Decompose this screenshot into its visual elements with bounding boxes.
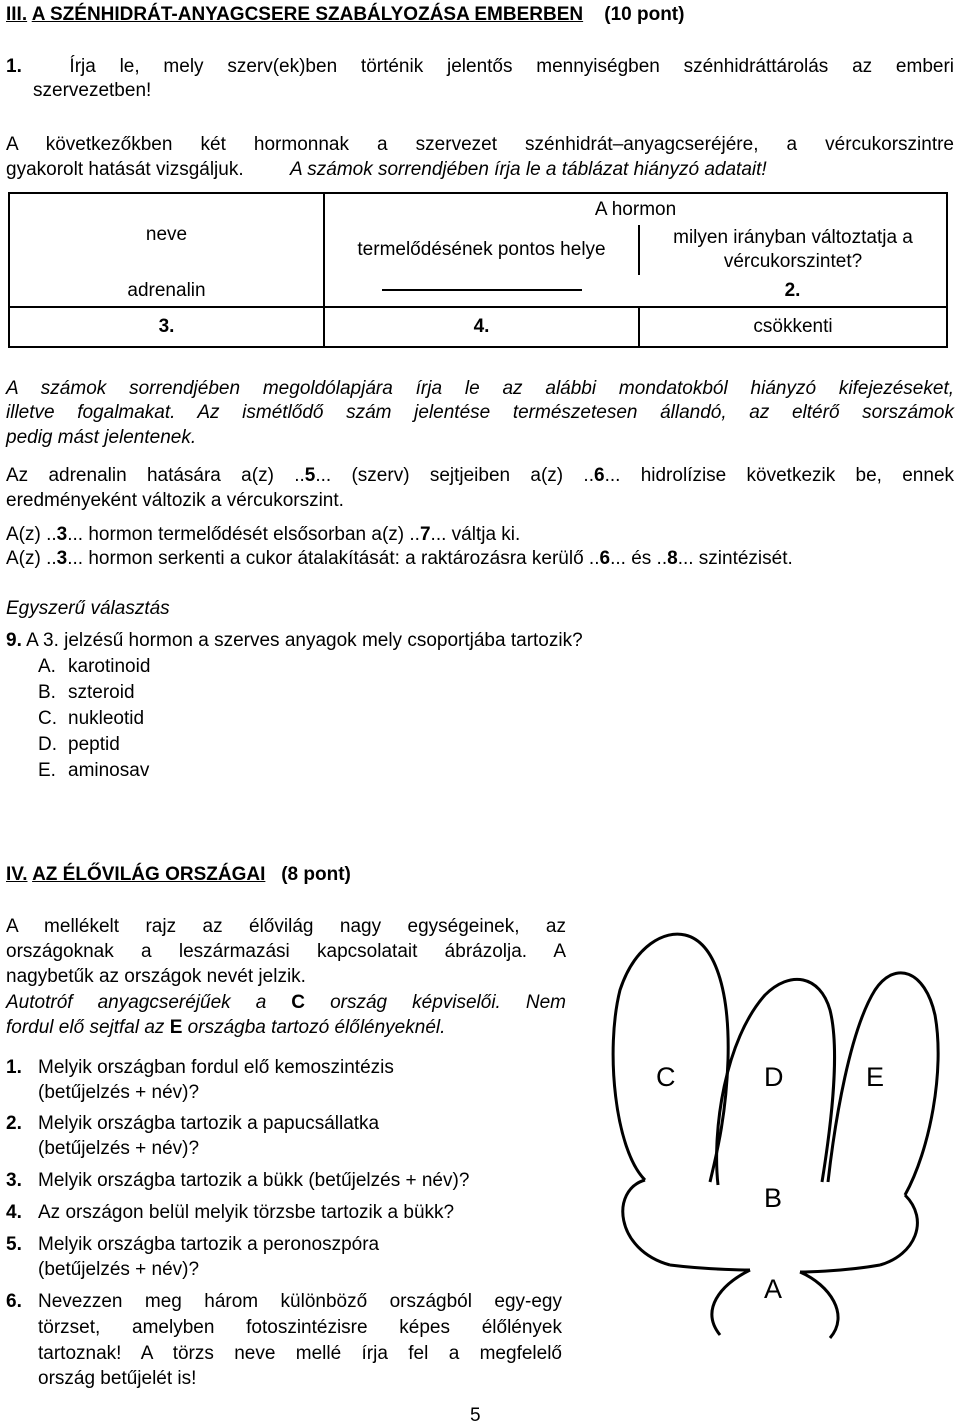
s4-q4-number: 4. xyxy=(6,1202,22,1223)
sentence1-l1: Az adrenalin hatására a(z) ..5... (szerv) sejtjeiben a(z) ..6... hidrolízise következik be, ennek xyxy=(6,465,955,486)
option-b xyxy=(38,682,135,704)
diagram-label-e: E xyxy=(866,1062,885,1092)
s4-q5-l2: (betűjelzés + név)? xyxy=(38,1259,200,1280)
section-3-title: A SZÉNHIDRÁT-ANYAGCSERE SZABÁLYOZÁSA EMBERBEN xyxy=(31,4,584,25)
option-a xyxy=(38,656,150,678)
fill-intro-l3: pedig mást jelentenek. xyxy=(6,427,197,448)
s4-q6-l2: törzset, amelyben fotoszintézisre képes élőlények xyxy=(38,1317,562,1338)
diagram-label-c: C xyxy=(656,1062,676,1092)
row1-name: adrenalin xyxy=(9,275,324,307)
option-e xyxy=(38,760,149,782)
option-letter: C. xyxy=(38,708,57,729)
row2-name: 3. xyxy=(9,307,324,347)
option-text: peptid xyxy=(68,734,120,755)
option-c xyxy=(38,708,144,730)
row2-place: 4. xyxy=(324,307,639,347)
col-direction-l1: milyen irányban változtatja a xyxy=(673,227,913,248)
option-letter: E. xyxy=(38,760,56,781)
s4-q5-l1: Melyik országba tartozik a peronoszpóra xyxy=(38,1234,380,1255)
s4-intro-l1: A mellékelt rajz az élővilág nagy egységeinek, az xyxy=(6,916,566,937)
col-name-header: neve xyxy=(9,193,324,275)
s4-q2-l1: Melyik országba tartozik a papucsállatka xyxy=(38,1113,380,1134)
col-direction-l2: vércukorszintet? xyxy=(723,251,863,272)
s4-q1-l1: Melyik országban fordul elő kemoszintézis xyxy=(38,1057,394,1078)
intro-line2-instruction: A számok sorrendjében írja le a táblázat hiányzó adatait! xyxy=(290,159,767,180)
s4-q5-number: 5. xyxy=(6,1234,22,1255)
q1-line2: szervezetben! xyxy=(33,80,152,101)
option-letter: D. xyxy=(38,734,57,755)
q1-number: 1. xyxy=(6,56,22,77)
s4-q3-number: 3. xyxy=(6,1170,22,1191)
s4-q1-number: 1. xyxy=(6,1057,22,1078)
fill-intro-l2: illetve fogalmakat. Az ismétlődő szám jelentése természetesen állandó, az eltérő sorszámok xyxy=(6,402,954,423)
row1-direction: 2. xyxy=(639,275,947,307)
q9-number: 9. xyxy=(6,630,22,651)
row2-direction: csökkenti xyxy=(639,307,947,347)
option-text: nukleotid xyxy=(68,708,145,729)
section-4-title: AZ ÉLŐVILÁG ORSZÁGAI xyxy=(32,864,266,885)
hormone-table xyxy=(8,192,948,348)
s4-intro-l4: Autotróf anyagcseréjűek a C ország képviselői. Nem xyxy=(6,992,566,1013)
diagram-label-a: A xyxy=(764,1274,783,1304)
sentence2: A(z) ..3... hormon termelődését elsősorban a(z) ..7... váltja ki. xyxy=(6,524,521,545)
s4-q1-l2: (betűjelzés + név)? xyxy=(38,1082,200,1103)
q9-text: A 3. jelzésű hormon a szerves anyagok mely csoportjába tartozik? xyxy=(26,630,583,651)
s4-q4-l1: Az országon belül melyik törzsbe tartozik a bükk? xyxy=(38,1202,455,1223)
q9 xyxy=(6,630,583,652)
page-number: 5 xyxy=(470,1405,481,1426)
s4-q6-number: 6. xyxy=(6,1291,22,1312)
section-4-heading xyxy=(6,864,351,886)
s4-q2-number: 2. xyxy=(6,1113,22,1134)
s4-q6-l1: Nevezzen meg három különböző országból egy-egy xyxy=(38,1291,562,1312)
sentence3: A(z) ..3... hormon serkenti a cukor átalakítását: a raktározásra kerülő ..6... és ..8... szintézisét. xyxy=(6,548,793,569)
section-4-roman: IV. xyxy=(6,864,28,885)
section-3-heading xyxy=(6,4,684,26)
header-group: A hormon xyxy=(324,193,947,225)
s4-intro-l5: fordul elő sejtfal az E országba tartozó élőlényeknél. xyxy=(6,1017,446,1038)
option-d xyxy=(38,734,120,756)
row1-place-blank xyxy=(324,275,639,307)
option-letter: A. xyxy=(38,656,56,677)
section-4-points: (8 pont) xyxy=(281,864,351,885)
fill-intro-l1: A számok sorrendjében megoldólapjára írja le az alábbi mondatokból hiányzó kifejezéseket, xyxy=(6,378,954,399)
q1-text: Írja le, mely szerv(ek)ben történik jelentős mennyiségben szénhidráttárolás az emberi xyxy=(69,56,954,77)
diagram-label-d: D xyxy=(764,1062,784,1092)
diagram-label-b: B xyxy=(764,1183,783,1213)
s4-intro-l2: országoknak a leszármazási kapcsolatait ábrázolja. A xyxy=(6,941,566,962)
option-text: karotinoid xyxy=(68,656,151,677)
lobe-c-outline xyxy=(613,934,728,1182)
mc-title: Egyszerű választás xyxy=(6,598,170,619)
q1-line1 xyxy=(6,56,954,78)
s4-q3-l1: Melyik országba tartozik a bükk (betűjelzés + név)? xyxy=(38,1170,470,1191)
option-text: szteroid xyxy=(68,682,135,703)
section-3-roman: III. xyxy=(6,4,28,25)
sentence1-l2: eredményeként változik a vércukorszint. xyxy=(6,490,344,511)
s4-q6-l3: tartoznak! A törzs neve mellé írja fel a megfelelő xyxy=(38,1343,562,1364)
col-direction-header xyxy=(639,225,947,275)
s4-q2-l2: (betűjelzés + név)? xyxy=(38,1138,200,1159)
option-letter: B. xyxy=(38,682,56,703)
intro-line2: gyakorolt hatását vizsgáljuk. xyxy=(6,159,244,180)
section-3-points: (10 pont) xyxy=(604,4,685,25)
col-place-header: termelődésének pontos helye xyxy=(324,225,639,275)
s4-q6-l4: ország betűjelét is! xyxy=(38,1368,197,1389)
s4-intro-l3: nagybetűk az országok nevét jelzik. xyxy=(6,966,306,987)
intro-line1: A következőkben két hormonnak a szervezet szénhidrát–anyagcseréjére, a vércukorszintre xyxy=(6,134,954,155)
option-text: aminosav xyxy=(68,760,150,781)
